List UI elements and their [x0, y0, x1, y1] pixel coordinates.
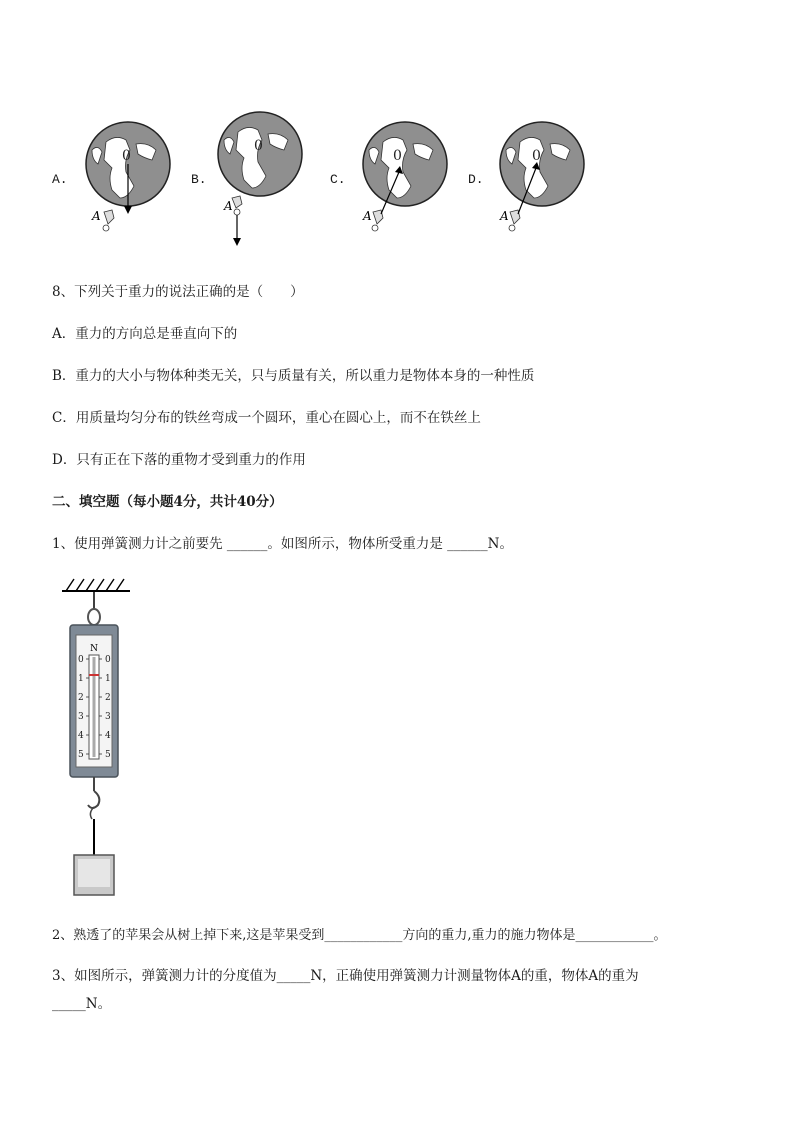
- svg-text:0: 0: [532, 148, 541, 164]
- scale-tick-left-2: 2: [78, 693, 84, 703]
- option-d-letter: D.: [468, 172, 484, 187]
- globe-figure-b: [210, 110, 314, 255]
- spring-scale-figure: [58, 575, 134, 900]
- point-a-label: A: [224, 199, 233, 213]
- question-8-option-d: D．只有正在下落的重物才受到重力的作用: [52, 452, 306, 468]
- question-8-option-a: A．重力的方向总是垂直向下的: [52, 326, 238, 342]
- fill-blank-2: 2、熟透了的苹果会从树上掉下来,这是苹果受到____________方向的重力,重力的施力物体是____________。: [52, 928, 667, 943]
- question-8-stem: 8、下列关于重力的说法正确的是（ ）: [52, 284, 304, 300]
- option-c-letter: C.: [330, 172, 346, 187]
- globe-figure-d: [492, 120, 596, 240]
- fill-blank-1: 1、使用弹簧测力计之前要先 ______。如图所示，物体所受重力是 ______N。: [52, 536, 513, 552]
- scale-tick-right-2: 2: [105, 693, 111, 703]
- globe-figure-a: [78, 120, 182, 240]
- scale-unit-label: N: [90, 644, 98, 654]
- scale-tick-right-4: 4: [105, 731, 111, 741]
- scale-tick-right-1: 1: [105, 674, 111, 684]
- scale-tick-right-5: 5: [105, 750, 111, 760]
- point-a-label: A: [363, 209, 372, 223]
- point-a-label: A: [92, 209, 101, 223]
- scale-tick-right-0: 0: [105, 655, 111, 665]
- point-a-label: A: [500, 209, 509, 223]
- svg-text:0: 0: [122, 148, 131, 164]
- scale-tick-left-3: 3: [78, 712, 84, 722]
- globe-figure-c: [355, 120, 459, 240]
- option-a-letter: A.: [52, 172, 68, 187]
- question-8-option-c: C．用质量均匀分布的铁丝弯成一个圆环，重心在圆心上，而不在铁丝上: [52, 410, 481, 426]
- fill-blank-3-line-1: 3、如图所示，弹簧测力计的分度值为_____N，正确使用弹簧测力计测量物体A的重，物体A的重为: [52, 968, 639, 984]
- scale-tick-left-4: 4: [78, 731, 84, 741]
- scale-tick-left-5: 5: [78, 750, 84, 760]
- question-8-option-b: B．重力的大小与物体种类无关，只与质量有关，所以重力是物体本身的一种性质: [52, 368, 535, 384]
- scale-tick-left-1: 1: [78, 674, 84, 684]
- scale-tick-left-0: 0: [78, 655, 84, 665]
- svg-text:0: 0: [393, 148, 402, 164]
- section-2-title: 二、填空题（每小题4分，共计40分）: [52, 494, 283, 510]
- svg-text:0: 0: [254, 138, 263, 154]
- scale-tick-right-3: 3: [105, 712, 111, 722]
- option-b-letter: B.: [191, 172, 207, 187]
- fill-blank-3-line-2: _____N。: [52, 996, 112, 1012]
